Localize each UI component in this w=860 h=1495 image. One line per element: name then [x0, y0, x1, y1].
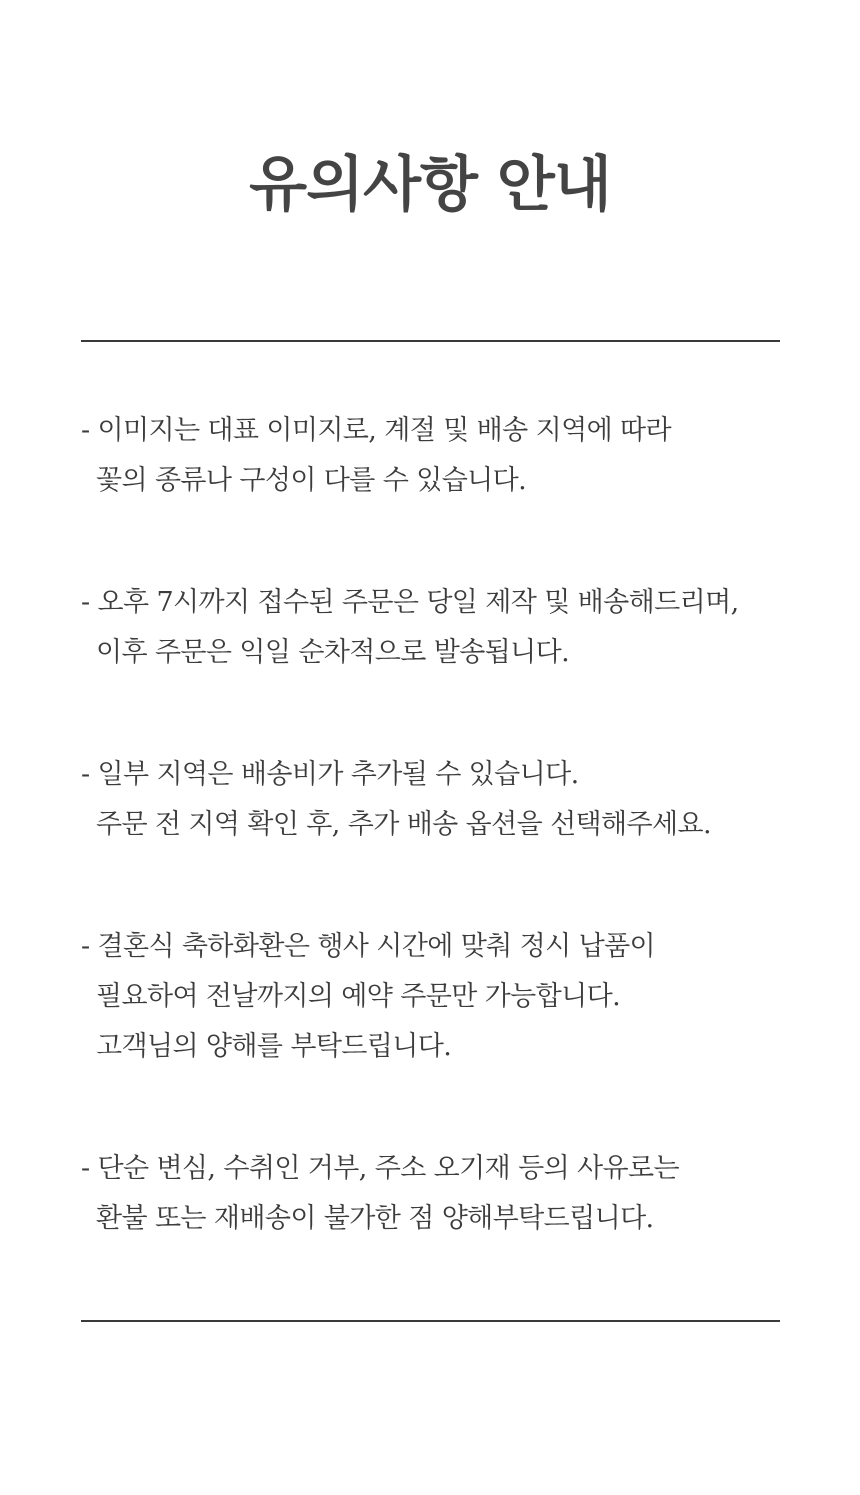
- notice-line: 고객님의 양해를 부탁드립니다.: [96, 1031, 452, 1062]
- notice-line: 필요하여 전날까지의 예약 주문만 가능합니다.: [96, 981, 621, 1012]
- top-divider: [81, 340, 780, 342]
- notice-item: [81, 750, 821, 850]
- notice-item: [81, 406, 821, 506]
- notice-line: - 오후 7시까지 접수된 주문은 당일 제작 및 배송해드리며,: [81, 587, 739, 618]
- notice-line: 주문 전 지역 확인 후, 추가 배송 옵션을 선택해주세요.: [96, 809, 711, 840]
- notice-item: [81, 578, 821, 678]
- notice-line: 꽃의 종류나 구성이 다를 수 있습니다.: [96, 465, 527, 496]
- notice-line: - 이미지는 대표 이미지로, 계절 및 배송 지역에 따라: [81, 415, 672, 446]
- notice-list: [81, 406, 821, 1316]
- notice-line: - 일부 지역은 배송비가 추가될 수 있습니다.: [81, 759, 579, 790]
- bottom-divider: [81, 1320, 780, 1322]
- notice-item: [81, 1144, 821, 1244]
- notice-line: - 단순 변심, 수취인 거부, 주소 오기재 등의 사유로는: [81, 1153, 679, 1184]
- notice-line: 이후 주문은 익일 순차적으로 발송됩니다.: [96, 637, 570, 668]
- notice-line: 환불 또는 재배송이 불가한 점 양해부탁드립니다.: [96, 1203, 654, 1234]
- notice-line: - 결혼식 축하화환은 행사 시간에 맞춰 정시 납품이: [81, 931, 656, 962]
- notice-item: [81, 922, 821, 1072]
- page-title: 유의사항 안내: [249, 150, 611, 220]
